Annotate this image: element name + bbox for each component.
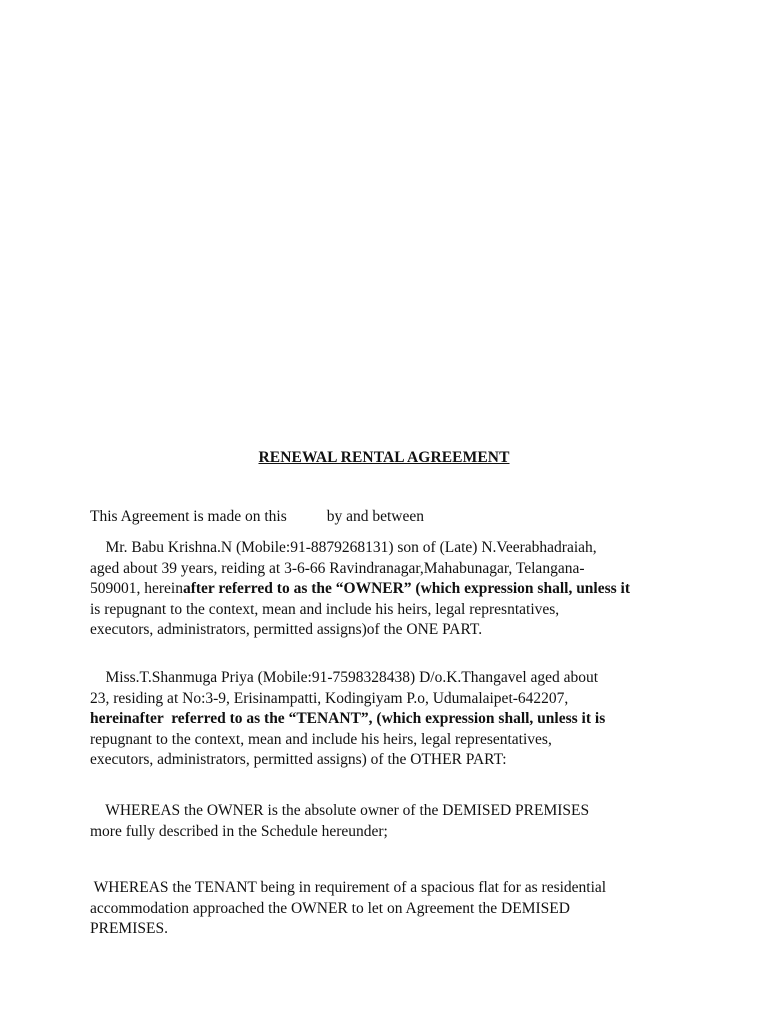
tenant-line-3: hereinafter referred to as the “TENANT”, (which expression shall, unless it is <box>90 710 606 727</box>
owner-line-3-bold: after referred to as the “OWNER” (which expression shall, unless it <box>182 580 631 597</box>
owner-line-4: is repugnant to the context, mean and include his heirs, legal represntatives, <box>90 600 560 618</box>
whereas2-line-2: accommodation approached the OWNER to let on Agreement the DEMISED <box>90 899 570 917</box>
whereas-owner-paragraph <box>90 801 690 842</box>
owner-line-3-plain: 509001, herein <box>90 580 183 597</box>
whereas-tenant-paragraph <box>90 878 690 940</box>
intro-after-gap: by and between <box>326 508 425 525</box>
intro-before-gap: This Agreement is made on this <box>90 508 287 525</box>
intro-paragraph <box>90 507 690 528</box>
intro-line <box>90 507 690 528</box>
tenant-line-5: executors, administrators, permitted assigns) of the OTHER PART: <box>90 751 507 768</box>
tenant-line-2: 23, residing at No:3-9, Erisinampatti, Kodingiyam P.o, Udumalaipet-642207, <box>90 689 569 707</box>
tenant-paragraph <box>90 668 690 771</box>
owner-line-3 <box>90 579 690 600</box>
owner-line-2: aged about 39 years, reiding at 3-6-66 Ravindranagar,Mahabunagar, Telangana- <box>90 559 585 577</box>
whereas1-line-2: more fully described in the Schedule hereunder; <box>90 822 388 840</box>
whereas1-line-1: WHEREAS the OWNER is the absolute owner of the DEMISED PREMISES <box>90 802 590 819</box>
whereas2-line-3: PREMISES. <box>90 920 168 937</box>
document-title: RENEWAL RENTAL AGREEMENT <box>258 449 510 466</box>
owner-line-5: executors, administrators, permitted assigns)of the ONE PART. <box>90 621 483 638</box>
tenant-line-4: repugnant to the context, mean and include his heirs, legal representatives, <box>90 730 552 748</box>
whereas2-line-1: WHEREAS the TENANT being in requirement of a spacious flat for as residential <box>90 879 607 896</box>
owner-paragraph <box>90 538 690 641</box>
tenant-line-1: Miss.T.Shanmuga Priya (Mobile:91-7598328438) D/o.K.Thangavel aged about <box>90 669 599 686</box>
owner-line-1: Mr. Babu Krishna.N (Mobile:91-8879268131) son of (Late) N.Veerabhadraiah, <box>90 539 597 556</box>
